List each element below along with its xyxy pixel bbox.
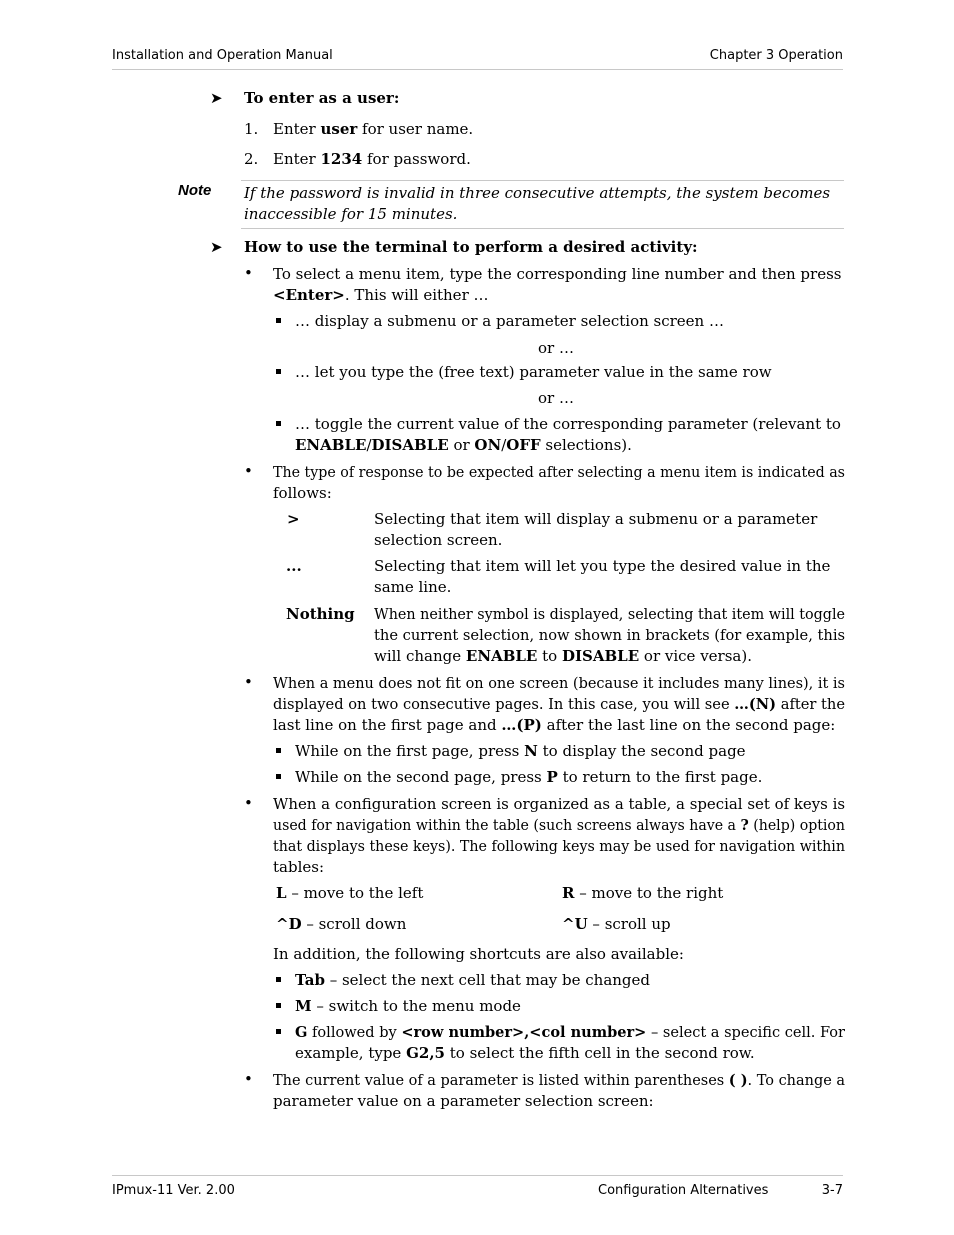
- procedure-title: How to use the terminal to perform a desired activity:: [244, 238, 698, 256]
- step-number: 1.: [244, 120, 259, 138]
- page-header: [112, 48, 843, 70]
- square-bullet-icon: [276, 977, 281, 982]
- nav-key-right: R – move to the right: [562, 884, 724, 902]
- footer-page-number: 3-7: [821, 1183, 843, 1198]
- symbol-key: ...: [286, 557, 302, 575]
- header-manual-title: Installation and Operation Manual: [112, 48, 333, 63]
- page-footer: [112, 1175, 843, 1198]
- bullet-icon: •: [244, 462, 253, 480]
- header-chapter: Chapter 3 Operation: [709, 48, 843, 63]
- bullet-icon: •: [244, 794, 253, 812]
- nav-key-down: ^D – scroll down: [276, 915, 407, 933]
- symbol-desc: the current selection, now shown in brackets (for example, this: [374, 626, 846, 644]
- bullet-text: When a menu does not fit on one screen (because it includes many lines), it is: [273, 674, 845, 692]
- square-bullet-icon: [276, 774, 281, 779]
- bullet-text: <Enter>. This will either …: [273, 286, 489, 304]
- footer-section: Configuration Alternatives: [598, 1183, 769, 1198]
- bullet-text: last line on the first page and …(P) after the last line on the second page:: [273, 716, 836, 734]
- square-bullet-icon: [276, 1029, 281, 1034]
- symbol-key: >: [287, 510, 300, 528]
- sub-bullet-text: … let you type the (free text) parameter value in the same row: [295, 363, 772, 381]
- square-bullet-icon: [276, 748, 281, 753]
- bullet-text: When a configuration screen is organized as a table, a special set of keys is: [273, 795, 846, 813]
- symbol-desc: Selecting that item will let you type the desired value in the: [374, 557, 831, 575]
- bullet-text: follows:: [273, 484, 332, 502]
- symbol-desc: selection screen.: [374, 531, 503, 549]
- or-text: or …: [538, 339, 574, 357]
- sub-bullet-text: While on the second page, press P to return to the first page.: [295, 768, 763, 786]
- bullet-text: To select a menu item, type the corresponding line number and then press: [273, 265, 842, 283]
- square-bullet-icon: [276, 369, 281, 374]
- symbol-desc: Selecting that item will display a submenu or a parameter: [374, 510, 818, 528]
- sub-bullet-text: While on the first page, press N to display the second page: [295, 742, 746, 760]
- sub-bullet-text: Tab – select the next cell that may be changed: [295, 971, 651, 989]
- bullet-icon: •: [244, 1070, 253, 1088]
- sub-bullet-text: example, type G2,5 to select the fifth cell in the second row.: [295, 1044, 755, 1062]
- bullet-text: tables:: [273, 858, 324, 876]
- bullet-icon: •: [244, 264, 253, 282]
- bullet-text: parameter value on a parameter selection screen:: [273, 1092, 654, 1110]
- note-text: If the password is invalid in three consecutive attempts, the system becomes: [244, 184, 831, 202]
- paragraph-text: In addition, the following shortcuts are also available:: [273, 945, 684, 963]
- bullet-text: used for navigation within the table (such screens always have a ? (help) option: [273, 816, 846, 834]
- square-bullet-icon: [276, 1003, 281, 1008]
- procedure-title: To enter as a user:: [244, 89, 400, 107]
- bullet-icon: •: [244, 673, 253, 691]
- step-number: 2.: [244, 150, 259, 168]
- bullet-text: displayed on two consecutive pages. In this case, you will see …(N) after the: [273, 695, 845, 713]
- note-text: inaccessible for 15 minutes.: [244, 205, 458, 223]
- bullet-text: The type of response to be expected after selecting a menu item is indicated as: [273, 463, 845, 481]
- sub-bullet-text: … toggle the current value of the corresponding parameter (relevant to: [295, 415, 841, 433]
- step-text: Enter user for user name.: [273, 120, 474, 138]
- footer-product: IPmux-11 Ver. 2.00: [112, 1183, 235, 1198]
- symbol-desc: will change ENABLE to DISABLE or vice versa).: [374, 647, 752, 665]
- square-bullet-icon: [276, 318, 281, 323]
- nav-key-left: L – move to the left: [276, 884, 424, 902]
- symbol-desc: When neither symbol is displayed, selecting that item will toggle: [374, 605, 846, 623]
- nav-key-up: ^U – scroll up: [562, 915, 671, 933]
- symbol-desc: same line.: [374, 578, 452, 596]
- sub-bullet-text: ENABLE/DISABLE or ON/OFF selections).: [295, 436, 632, 454]
- note-label: Note: [178, 182, 212, 199]
- step-text: Enter 1234 for password.: [273, 150, 471, 168]
- sub-bullet-text: M – switch to the menu mode: [295, 997, 521, 1015]
- or-text: or …: [538, 389, 574, 407]
- procedure-arrow-icon: ➤: [210, 89, 223, 107]
- square-bullet-icon: [276, 421, 281, 426]
- bullet-text: that displays these keys). The following keys may be used for navigation within: [273, 837, 845, 855]
- procedure-arrow-icon: ➤: [210, 238, 223, 256]
- symbol-key: Nothing: [286, 605, 355, 623]
- sub-bullet-text: … display a submenu or a parameter selection screen …: [295, 312, 724, 330]
- sub-bullet-text: G followed by <row number>,<col number> – select a specific cell. For: [295, 1023, 845, 1041]
- bullet-text: The current value of a parameter is listed within parentheses ( ). To change a: [273, 1071, 846, 1089]
